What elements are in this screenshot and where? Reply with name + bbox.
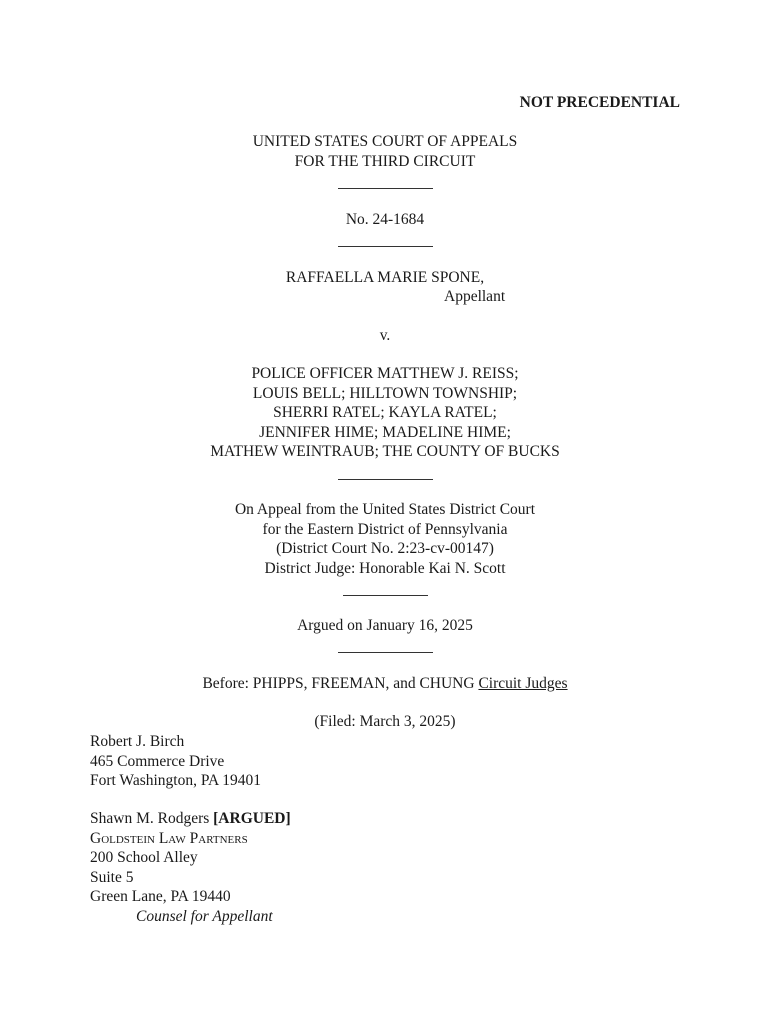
appeal-info <box>0 500 770 578</box>
counsel-name: Shawn M. Rodgers <box>90 810 214 827</box>
counsel-address: Fort Washington, PA 19401 <box>90 772 262 789</box>
counsel-address: Suite 5 <box>90 868 134 886</box>
court-heading <box>0 132 770 171</box>
counsel-address: Green Lane, PA 19440 <box>90 888 231 905</box>
appellee-line: SHERRI RATEL; KAYLA RATEL; <box>273 404 497 421</box>
appellee-line: LOUIS BELL; HILLTOWN TOWNSHIP; <box>252 384 518 402</box>
appeal-line: On Appeal from the United States District Court <box>234 501 536 518</box>
appellant-name: RAFFAELLA MARIE SPONE, <box>285 269 485 286</box>
appellee-line: POLICE OFFICER MATTHEW J. REISS; <box>251 365 519 382</box>
appellant-role: Appellant <box>444 288 506 305</box>
panel-judges: Before: PHIPPS, FREEMAN, and CHUNG <box>202 675 479 692</box>
argued-date: Argued on January 16, 2025 <box>297 617 473 634</box>
divider-1 <box>0 188 770 189</box>
court-name: UNITED STATES COURT OF APPEALS <box>252 133 518 150</box>
counsel-block-1 <box>90 732 261 791</box>
argued-tag: [ARGUED] <box>213 810 291 827</box>
counsel-role: Counsel for Appellant <box>136 907 273 925</box>
circuit-name: FOR THE THIRD CIRCUIT <box>294 152 476 170</box>
appellee-line: JENNIFER HIME; MADELINE HIME; <box>259 423 511 441</box>
versus: v. <box>379 327 391 344</box>
divider-2 <box>0 246 770 247</box>
precedential-status: NOT PRECEDENTIAL <box>519 94 680 111</box>
filed-date: (Filed: March 3, 2025) <box>314 713 456 730</box>
case-number: No. 24-1684 <box>345 211 425 228</box>
counsel-name-line <box>90 809 291 829</box>
panel-title: Circuit Judges <box>478 675 568 692</box>
counsel-block-2 <box>90 809 291 926</box>
appellee-line: MATHEW WEINTRAUB; THE COUNTY OF BUCKS <box>210 443 560 460</box>
appeal-line: for the Eastern District of Pennsylvania <box>262 520 508 538</box>
panel-line <box>0 674 770 694</box>
divider-4 <box>0 595 770 596</box>
appeal-line: (District Court No. 2:23-cv-00147) <box>276 540 494 557</box>
counsel-name: Robert J. Birch <box>90 733 185 750</box>
law-firm: Goldstein Law Partners <box>90 829 248 847</box>
counsel-address: 465 Commerce Drive <box>90 752 225 770</box>
appellees-list <box>0 364 770 462</box>
counsel-address: 200 School Alley <box>90 849 198 866</box>
appeal-line: District Judge: Honorable Kai N. Scott <box>264 559 506 577</box>
divider-3 <box>0 479 770 480</box>
divider-5 <box>0 652 770 653</box>
